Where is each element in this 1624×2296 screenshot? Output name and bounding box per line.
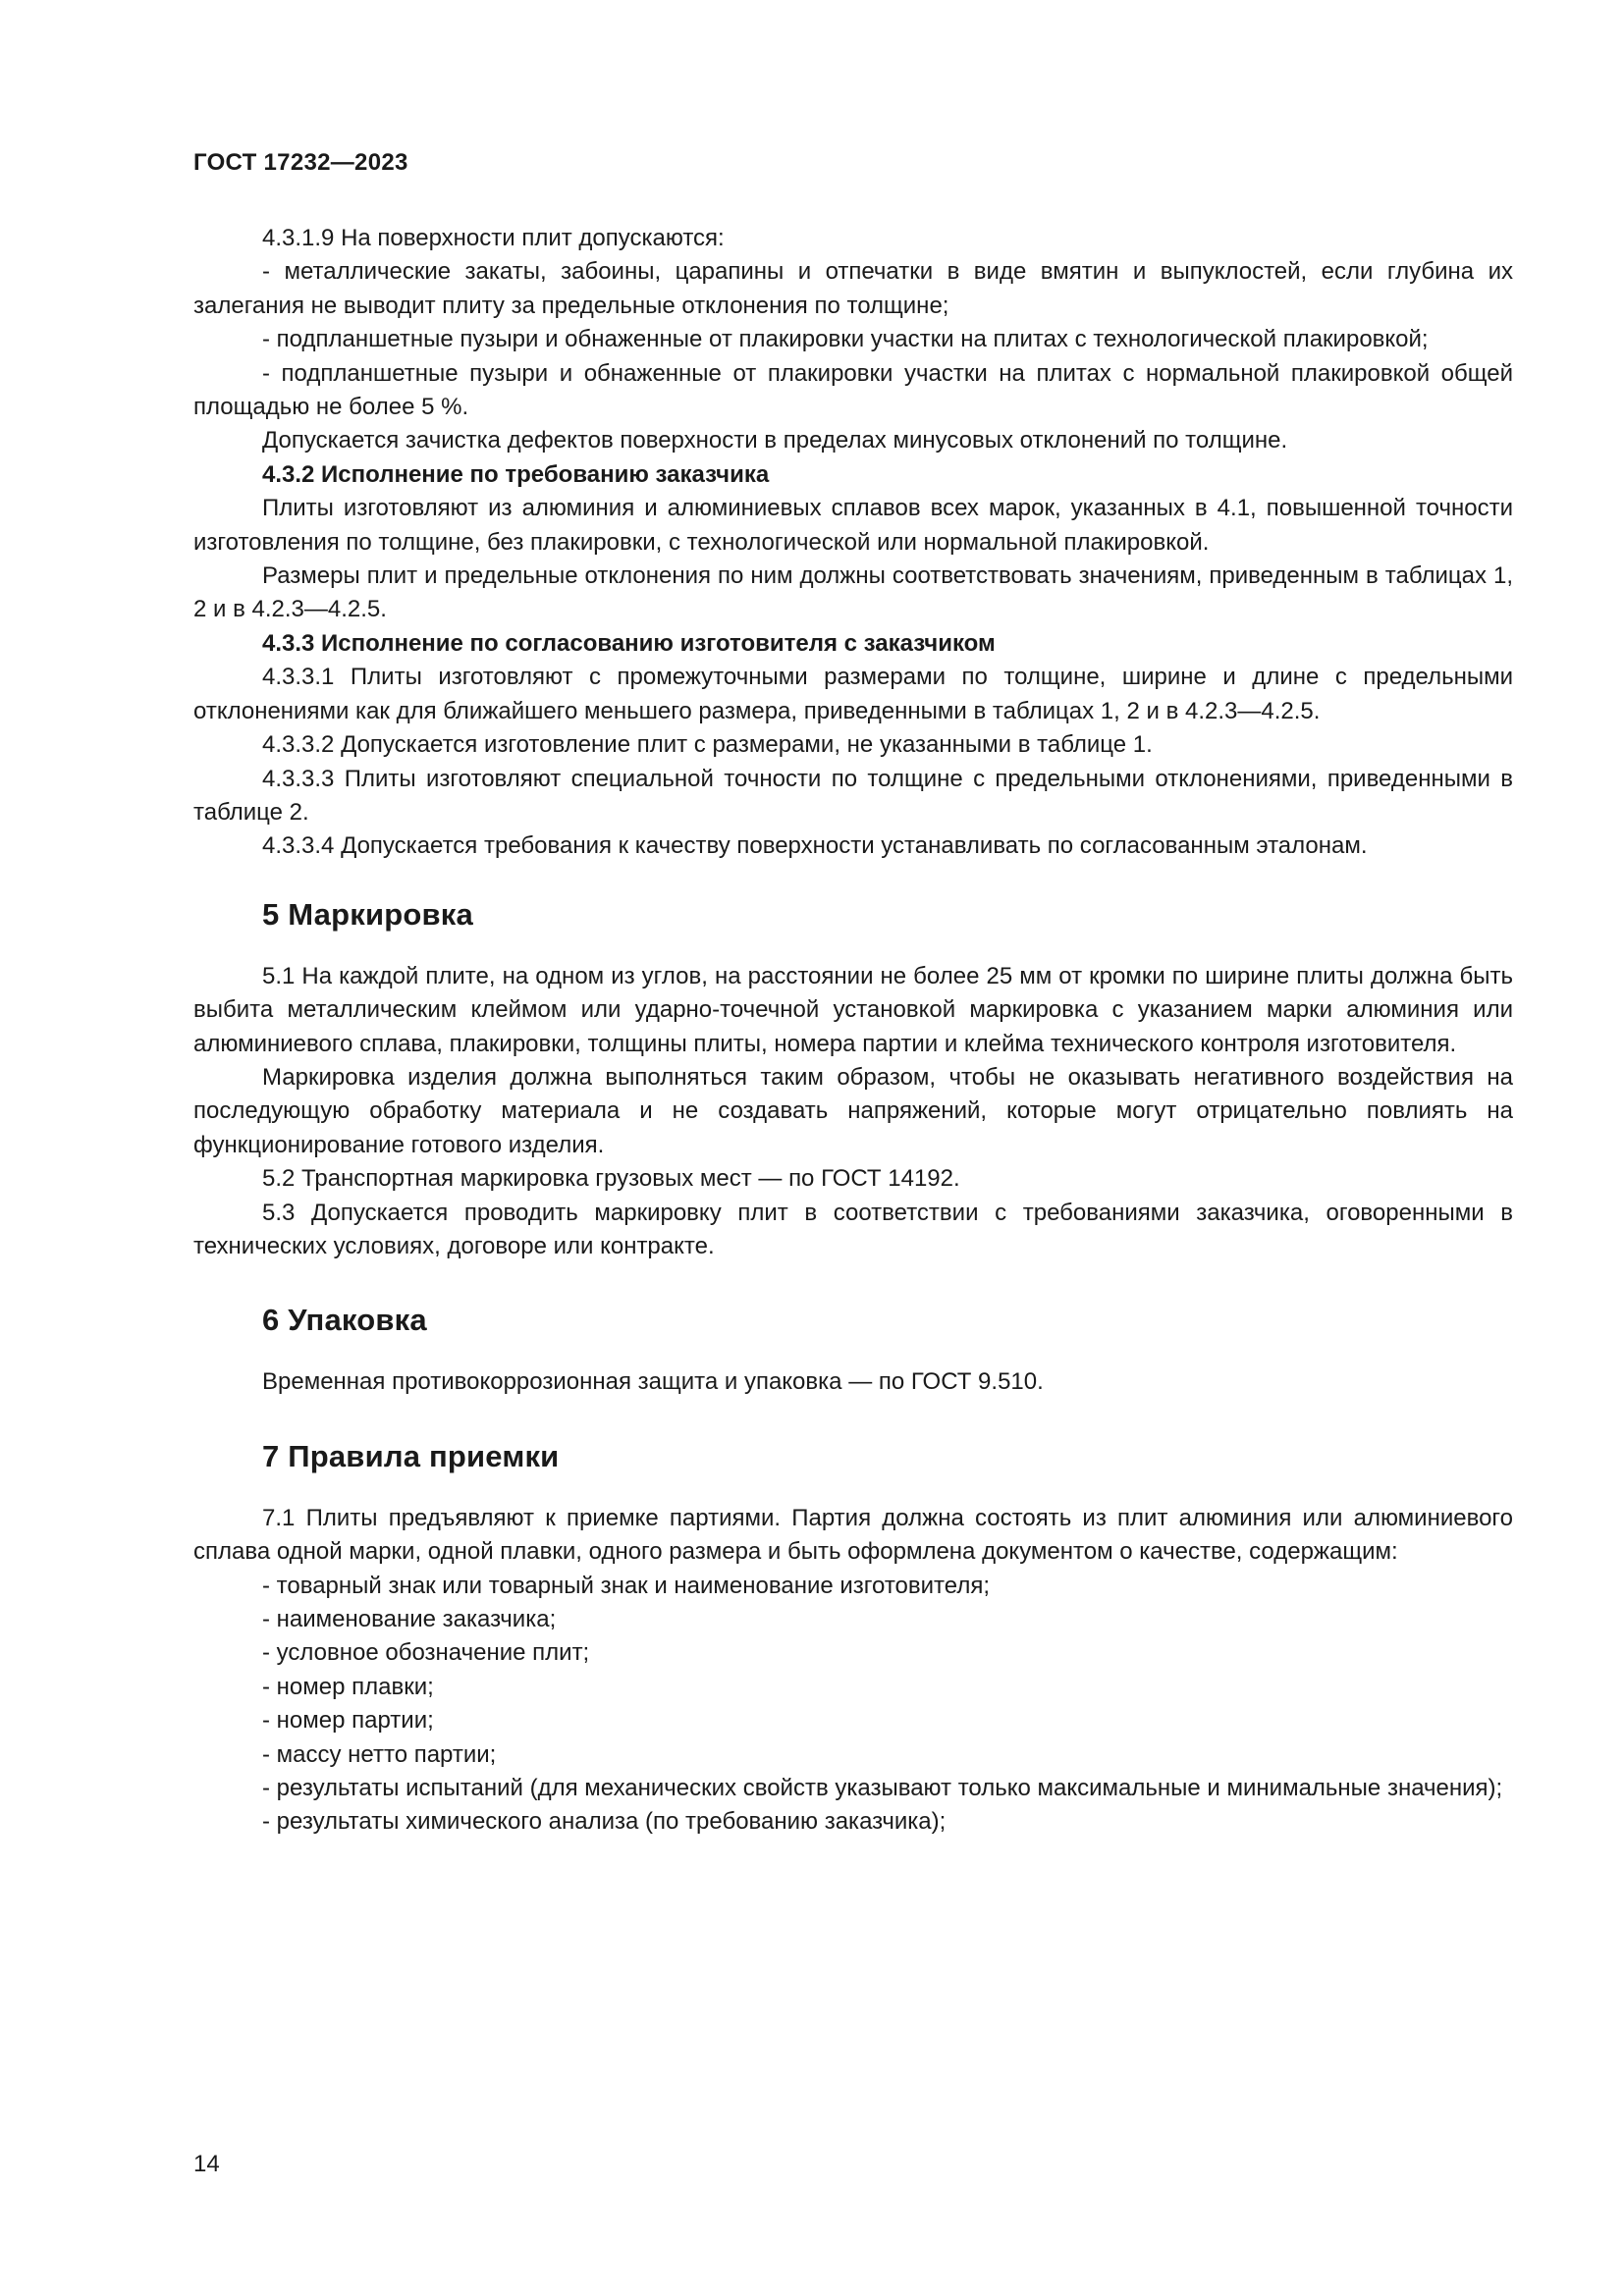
list-item: - массу нетто партии; [262,1740,497,1768]
page-number: 14 [193,2151,220,2177]
section-heading-marking: 5 Маркировка [262,896,473,932]
list-item: - номер партии; [262,1707,434,1735]
paragraph: 4.3.3.4 Допускается требования к качеству поверхности устанавливать по согласованным эталонам. [262,832,1368,860]
list-item: - результаты химического анализа (по требованию заказчика); [262,1808,947,1836]
list-item: - наименование заказчика; [262,1606,557,1632]
list-item: - подпланшетные пузыри и обнаженные от плакировки участки на плитах с нормальной плакировкой общей площадью не более 5 %. [193,359,1513,421]
paragraph: Временная противокоррозионная защита и упаковка — по ГОСТ 9.510. [262,1368,1044,1396]
paragraph: 5.2 Транспортная маркировка грузовых мест — по ГОСТ 14192. [262,1165,960,1193]
list-item: - товарный знак или товарный знак и наименование изготовителя; [262,1572,990,1599]
paragraph: 4.3.3.3 Плиты изготовляют специальной точности по толщине с предельными отклонениями, приведенными в таблице 2. [193,765,1513,826]
paragraph: Допускается зачистка дефектов поверхности в пределах минусовых отклонений по толщине. [262,427,1288,454]
paragraph: 5.1 На каждой плите, на одном из углов, на расстоянии не более 25 мм от кромки по ширине плиты должна быть выбита металлическим клеймом или ударно-точечной установкой маркировка с указанием марки алюминия или алюминиевого сплава, плакировки, толщины плиты, номера партии и клейма технического контроля изготовителя. [193,962,1513,1057]
list-item: - номер плавки; [262,1673,434,1700]
document-code-header: ГОСТ 17232—2023 [193,149,408,176]
document-body [193,222,1513,1840]
paragraph: Плиты изготовляют из алюминия и алюминиевых сплавов всех марок, указанных в 4.1, повышенной точности изготовления по толщине, без плакировки, с технологической или нормальной плакировкой. [193,495,1513,556]
section-heading-packaging: 6 Упаковка [262,1303,427,1338]
paragraph: 4.3.1.9 На поверхности плит допускаются: [262,225,725,251]
paragraph: 4.3.3.1 Плиты изготовляют с промежуточными размерами по толщине, ширине и длине с предельными отклонениями как для ближайшего меньшего размера, приведенными в таблицах 1, 2 и в 4.2.3—4.2.5. [193,664,1513,724]
section-heading-acceptance-rules: 7 Правила приемки [262,1438,560,1473]
paragraph: Размеры плит и предельные отклонения по ним должны соответствовать значениям, приведенным в таблицах 1, 2 и в 4.2.3—4.2.5. [193,562,1513,623]
subsection-heading: 4.3.2 Исполнение по требованию заказчика [262,460,770,488]
paragraph: Маркировка изделия должна выполняться таким образом, чтобы не оказывать негативного воздействия на последующую обработку материала и не создавать напряжений, которые могут отрицательно повлиять на функционирование готового изделия. [193,1063,1513,1158]
paragraph: 4.3.3.2 Допускается изготовление плит с размерами, не указанными в таблице 1. [262,731,1153,759]
list-item: - металлические закаты, забоины, царапины и отпечатки в виде вмятин и выпуклостей, если глубина их залегания не выводит плиту за предельные отклонения по толщине; [193,258,1513,319]
list-item: - подпланшетные пузыри и обнаженные от плакировки участки на плитах с технологической плакировкой; [262,326,1429,353]
list-item: - результаты испытаний (для механических свойств указывают только максимальные и минимальные значения); [262,1775,1503,1802]
paragraph: 5.3 Допускается проводить маркировку плит в соответствии с требованиями заказчика, оговоренными в технических условиях, договоре или контракте. [193,1199,1513,1259]
list-item: - условное обозначение плит; [262,1639,590,1667]
paragraph: 7.1 Плиты предъявляют к приемке партиями. Партия должна состоять из плит алюминия или алюминиевого сплава одной марки, одной плавки, одного размера и быть оформлена документом о качестве, содержащим: [193,1504,1513,1566]
subsection-heading: 4.3.3 Исполнение по согласованию изготовителя с заказчиком [262,629,996,657]
